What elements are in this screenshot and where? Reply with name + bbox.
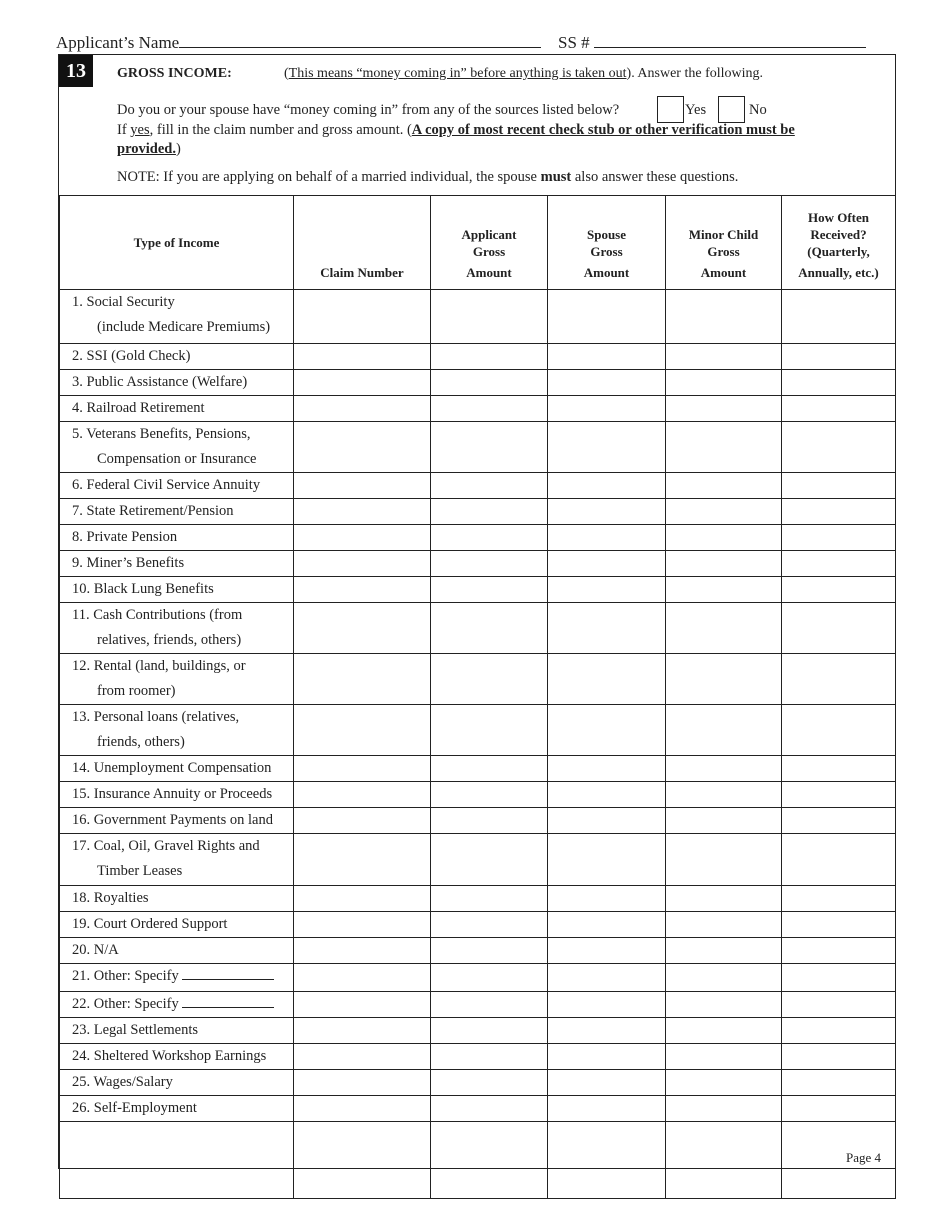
how-often-cell[interactable]: [782, 499, 896, 525]
income-type-cell: [60, 964, 294, 992]
income-type-cell: [60, 344, 294, 370]
income-type-cell: [60, 473, 294, 499]
income-type-cell: [60, 396, 294, 422]
income-type-label: 1. Social Security: [72, 294, 175, 310]
minor-child-amount-cell[interactable]: [666, 577, 782, 603]
note-prefix: NOTE: If you are applying on behalf of a married individual, the spouse: [117, 169, 541, 185]
income-type-label: 18. Royalties: [72, 890, 149, 906]
if-yes-instructions: [117, 121, 847, 159]
claim-number-cell[interactable]: [294, 654, 431, 705]
applicant-amount-cell[interactable]: [431, 938, 548, 964]
table-row: [60, 290, 896, 344]
income-type-label: 23. Legal Settlements: [72, 1022, 199, 1038]
claim-number-cell[interactable]: [294, 551, 431, 577]
minor-child-amount-cell[interactable]: [666, 603, 782, 654]
table-row: [60, 1018, 896, 1044]
blank-cell[interactable]: [294, 1122, 431, 1199]
minor-child-amount-cell[interactable]: [666, 1044, 782, 1070]
minor-child-amount-cell[interactable]: [666, 912, 782, 938]
minor-child-amount-cell[interactable]: [666, 290, 782, 344]
applicant-amount-cell[interactable]: [431, 705, 548, 756]
applicant-name-field: [56, 32, 541, 53]
spouse-amount-cell[interactable]: [548, 603, 666, 654]
gross-income-section: [58, 54, 896, 1169]
minor-child-amount-cell[interactable]: [666, 551, 782, 577]
ss-number-input[interactable]: [594, 32, 866, 48]
applicant-amount-cell[interactable]: [431, 992, 548, 1018]
table-row: [60, 1070, 896, 1096]
applicant-amount-cell[interactable]: [431, 886, 548, 912]
section-definition: (This means “money coming in” before anything is taken out). Answer the following.: [284, 66, 764, 81]
how-often-cell[interactable]: [782, 938, 896, 964]
table-row: [60, 808, 896, 834]
spouse-amount-cell[interactable]: [548, 938, 666, 964]
no-checkbox[interactable]: [718, 96, 745, 123]
table-row: [60, 834, 896, 886]
minor-child-amount-cell[interactable]: [666, 422, 782, 473]
blank-row: [60, 1122, 896, 1199]
spouse-amount-cell[interactable]: [548, 370, 666, 396]
claim-number-cell[interactable]: [294, 1018, 431, 1044]
definition-suffix: ). Answer the following.: [626, 66, 764, 81]
income-type-cell: [60, 912, 294, 938]
header-how-often: How Often Received? (Quarterly, Annually, etc.): [782, 196, 896, 290]
spouse-amount-cell[interactable]: [548, 577, 666, 603]
income-table: [59, 195, 896, 1199]
claim-number-cell[interactable]: [294, 577, 431, 603]
income-type-label: 4. Railroad Retirement: [72, 400, 205, 416]
table-row: [60, 344, 896, 370]
note-bold: must: [540, 169, 572, 185]
spouse-amount-cell[interactable]: [548, 1096, 666, 1122]
claim-number-cell[interactable]: [294, 422, 431, 473]
how-often-cell[interactable]: [782, 290, 896, 344]
minor-child-amount-cell[interactable]: [666, 938, 782, 964]
income-type-cell: [60, 834, 294, 886]
income-type-label: 24. Sheltered Workshop Earnings: [72, 1048, 267, 1064]
table-row: [60, 886, 896, 912]
how-often-cell[interactable]: [782, 577, 896, 603]
claim-number-cell[interactable]: [294, 396, 431, 422]
how-often-cell[interactable]: [782, 422, 896, 473]
ss-label: SS #: [558, 33, 590, 52]
table-row: [60, 782, 896, 808]
applicant-amount-cell[interactable]: [431, 1018, 548, 1044]
income-type-label: 20. N/A: [72, 942, 119, 958]
spouse-amount-cell[interactable]: [548, 1018, 666, 1044]
if-text: , fill in the claim number and gross amount. (: [149, 122, 412, 138]
applicant-name-input[interactable]: [179, 32, 541, 48]
spouse-amount-cell[interactable]: [548, 551, 666, 577]
claim-number-cell[interactable]: [294, 705, 431, 756]
header-spouse-gross: Spouse Gross Amount: [548, 196, 666, 290]
page-number: Page 4: [845, 1150, 881, 1165]
claim-number-cell[interactable]: [294, 912, 431, 938]
applicant-amount-cell[interactable]: [431, 834, 548, 886]
if-prefix: If: [117, 122, 131, 138]
spouse-amount-cell[interactable]: [548, 992, 666, 1018]
applicant-amount-cell[interactable]: [431, 525, 548, 551]
applicant-amount-cell[interactable]: [431, 344, 548, 370]
how-often-cell[interactable]: [782, 912, 896, 938]
table-row: [60, 756, 896, 782]
income-type-cell: [60, 422, 294, 473]
blank-cell[interactable]: [431, 1122, 548, 1199]
table-row: [60, 938, 896, 964]
no-label: No: [749, 102, 767, 118]
income-type-label: 2. SSI (Gold Check): [72, 348, 191, 364]
income-type-sublabel: friends, others): [97, 734, 185, 750]
minor-child-amount-cell[interactable]: [666, 344, 782, 370]
claim-number-cell[interactable]: [294, 344, 431, 370]
income-type-cell: [60, 525, 294, 551]
income-type-sublabel: Compensation or Insurance: [97, 451, 257, 467]
applicant-name-label: Applicant’s Name: [56, 33, 180, 52]
claim-number-cell[interactable]: [294, 834, 431, 886]
minor-child-amount-cell[interactable]: [666, 782, 782, 808]
table-row: [60, 992, 896, 1018]
income-type-label: 11. Cash Contributions (from: [72, 607, 243, 623]
spouse-amount-cell[interactable]: [548, 1070, 666, 1096]
applicant-amount-cell[interactable]: [431, 1044, 548, 1070]
applicant-amount-cell[interactable]: [431, 964, 548, 992]
how-often-cell[interactable]: [782, 1018, 896, 1044]
claim-number-cell[interactable]: [294, 1044, 431, 1070]
income-type-cell: [60, 1096, 294, 1122]
how-often-cell[interactable]: [782, 964, 896, 992]
income-type-label: 3. Public Assistance (Welfare): [72, 374, 248, 390]
how-often-cell[interactable]: [782, 396, 896, 422]
verification-requirement: A copy of most recent check stub or other verification must be provided.: [117, 122, 795, 157]
claim-number-cell[interactable]: [294, 370, 431, 396]
table-row: [60, 1044, 896, 1070]
income-type-cell: [60, 1070, 294, 1096]
applicant-amount-cell[interactable]: [431, 551, 548, 577]
definition-text: This means “money coming in” before anything is taken out: [288, 66, 627, 81]
how-often-cell[interactable]: [782, 551, 896, 577]
income-type-label: 7. State Retirement/Pension: [72, 503, 234, 519]
applicant-amount-cell[interactable]: [431, 370, 548, 396]
how-often-cell[interactable]: [782, 992, 896, 1018]
specify-input[interactable]: [182, 965, 274, 980]
note-suffix: also answer these questions.: [571, 169, 739, 185]
how-often-cell[interactable]: [782, 1070, 896, 1096]
income-type-label: 26. Self-Employment: [72, 1100, 197, 1116]
table-row: [60, 499, 896, 525]
how-often-cell[interactable]: [782, 1096, 896, 1122]
table-row: [60, 912, 896, 938]
table-row: [60, 422, 896, 473]
table-row: [60, 654, 896, 705]
minor-child-amount-cell[interactable]: [666, 886, 782, 912]
applicant-amount-cell[interactable]: [431, 396, 548, 422]
spouse-amount-cell[interactable]: [548, 782, 666, 808]
minor-child-amount-cell[interactable]: [666, 1096, 782, 1122]
income-type-label: 15. Insurance Annuity or Proceeds: [72, 786, 273, 802]
income-type-sublabel: Timber Leases: [97, 863, 183, 879]
how-often-cell[interactable]: [782, 370, 896, 396]
income-type-label: 6. Federal Civil Service Annuity: [72, 477, 261, 493]
income-type-cell: [60, 886, 294, 912]
claim-number-cell[interactable]: [294, 808, 431, 834]
blank-cell[interactable]: [60, 1122, 294, 1199]
table-row: [60, 551, 896, 577]
spouse-amount-cell[interactable]: [548, 834, 666, 886]
income-type-sublabel: from roomer): [97, 683, 176, 699]
minor-child-amount-cell[interactable]: [666, 964, 782, 992]
claim-number-cell[interactable]: [294, 473, 431, 499]
minor-child-amount-cell[interactable]: [666, 370, 782, 396]
claim-number-cell[interactable]: [294, 782, 431, 808]
claim-number-cell[interactable]: [294, 1070, 431, 1096]
minor-child-amount-cell[interactable]: [666, 1018, 782, 1044]
income-type-cell: [60, 938, 294, 964]
spouse-note: [117, 169, 738, 186]
table-row: [60, 964, 896, 992]
income-type-label: 16. Government Payments on land: [72, 812, 273, 828]
income-type-cell: [60, 705, 294, 756]
income-type-label: 21. Other: Specify: [72, 968, 179, 984]
minor-child-amount-cell[interactable]: [666, 654, 782, 705]
claim-number-cell[interactable]: [294, 1096, 431, 1122]
if-end: ): [175, 141, 181, 157]
income-type-cell: [60, 370, 294, 396]
income-question: Do you or your spouse have “money coming in” from any of the sources listed below?: [117, 102, 620, 118]
applicant-amount-cell[interactable]: [431, 499, 548, 525]
ss-number-field: [558, 32, 866, 53]
how-often-cell[interactable]: [782, 525, 896, 551]
spouse-amount-cell[interactable]: [548, 756, 666, 782]
table-row: [60, 396, 896, 422]
income-type-label: 14. Unemployment Compensation: [72, 760, 272, 776]
applicant-amount-cell[interactable]: [431, 422, 548, 473]
minor-child-amount-cell[interactable]: [666, 808, 782, 834]
table-row: [60, 525, 896, 551]
table-row: [60, 603, 896, 654]
applicant-amount-cell[interactable]: [431, 473, 548, 499]
blank-cell[interactable]: [666, 1122, 782, 1199]
income-type-cell: [60, 290, 294, 344]
income-type-sublabel: (include Medicare Premiums): [97, 319, 271, 335]
income-type-label: 19. Court Ordered Support: [72, 916, 228, 932]
applicant-amount-cell[interactable]: [431, 290, 548, 344]
table-row: [60, 577, 896, 603]
how-often-cell[interactable]: [782, 344, 896, 370]
claim-number-cell[interactable]: [294, 886, 431, 912]
table-row: [60, 473, 896, 499]
claim-number-cell[interactable]: [294, 756, 431, 782]
how-often-cell[interactable]: [782, 1044, 896, 1070]
spouse-amount-cell[interactable]: [548, 344, 666, 370]
how-often-cell[interactable]: [782, 473, 896, 499]
claim-number-cell[interactable]: [294, 938, 431, 964]
income-type-cell: [60, 756, 294, 782]
minor-child-amount-cell[interactable]: [666, 525, 782, 551]
applicant-amount-cell[interactable]: [431, 577, 548, 603]
spouse-amount-cell[interactable]: [548, 499, 666, 525]
minor-child-amount-cell[interactable]: [666, 1070, 782, 1096]
how-often-cell[interactable]: [782, 756, 896, 782]
income-type-label: 17. Coal, Oil, Gravel Rights and: [72, 838, 260, 854]
spouse-amount-cell[interactable]: [548, 705, 666, 756]
minor-child-amount-cell[interactable]: [666, 992, 782, 1018]
income-type-label: 9. Miner’s Benefits: [72, 555, 185, 571]
income-type-cell: [60, 577, 294, 603]
income-type-label: 5. Veterans Benefits, Pensions,: [72, 426, 251, 442]
table-row: [60, 370, 896, 396]
claim-number-cell[interactable]: [294, 964, 431, 992]
income-type-cell: [60, 1044, 294, 1070]
income-type-label: 22. Other: Specify: [72, 996, 179, 1012]
income-type-cell: [60, 603, 294, 654]
income-type-label: 8. Private Pension: [72, 529, 178, 545]
table-row: [60, 705, 896, 756]
spouse-amount-cell[interactable]: [548, 473, 666, 499]
income-type-label: 13. Personal loans (relatives,: [72, 709, 240, 725]
spouse-amount-cell[interactable]: [548, 290, 666, 344]
minor-child-amount-cell[interactable]: [666, 756, 782, 782]
claim-number-cell[interactable]: [294, 525, 431, 551]
how-often-cell[interactable]: [782, 705, 896, 756]
spouse-amount-cell[interactable]: [548, 1044, 666, 1070]
claim-number-cell[interactable]: [294, 992, 431, 1018]
income-type-cell: [60, 782, 294, 808]
applicant-amount-cell[interactable]: [431, 756, 548, 782]
header-applicant-gross: Applicant Gross Amount: [431, 196, 548, 290]
claim-number-cell[interactable]: [294, 603, 431, 654]
specify-input[interactable]: [182, 993, 274, 1008]
header-minor-child-gross: Minor Child Gross Amount: [666, 196, 782, 290]
spouse-amount-cell[interactable]: [548, 964, 666, 992]
spouse-amount-cell[interactable]: [548, 396, 666, 422]
applicant-amount-cell[interactable]: [431, 782, 548, 808]
income-type-label: 12. Rental (land, buildings, or: [72, 658, 246, 674]
blank-cell[interactable]: [548, 1122, 666, 1199]
yes-checkbox[interactable]: [657, 96, 684, 123]
income-type-cell: [60, 551, 294, 577]
claim-number-cell[interactable]: [294, 499, 431, 525]
applicant-amount-cell[interactable]: [431, 912, 548, 938]
header-type-of-income: Type of Income: [60, 196, 294, 290]
how-often-cell[interactable]: [782, 886, 896, 912]
spouse-amount-cell[interactable]: [548, 808, 666, 834]
spouse-amount-cell[interactable]: [548, 886, 666, 912]
minor-child-amount-cell[interactable]: [666, 499, 782, 525]
income-type-cell: [60, 654, 294, 705]
how-often-cell[interactable]: [782, 654, 896, 705]
income-type-sublabel: relatives, friends, others): [97, 632, 242, 648]
yes-label: Yes: [685, 102, 707, 118]
how-often-cell[interactable]: [782, 782, 896, 808]
spouse-amount-cell[interactable]: [548, 422, 666, 473]
how-often-cell[interactable]: [782, 603, 896, 654]
applicant-amount-cell[interactable]: [431, 654, 548, 705]
income-type-cell: [60, 992, 294, 1018]
applicant-amount-cell[interactable]: [431, 808, 548, 834]
applicant-amount-cell[interactable]: [431, 603, 548, 654]
minor-child-amount-cell[interactable]: [666, 834, 782, 886]
section-title: GROSS INCOME:: [117, 66, 232, 81]
applicant-amount-cell[interactable]: [431, 1096, 548, 1122]
income-type-label: 10. Black Lung Benefits: [72, 581, 214, 597]
minor-child-amount-cell[interactable]: [666, 396, 782, 422]
table-row: [60, 1096, 896, 1122]
spouse-amount-cell[interactable]: [548, 654, 666, 705]
spouse-amount-cell[interactable]: [548, 912, 666, 938]
applicant-amount-cell[interactable]: [431, 1070, 548, 1096]
how-often-cell[interactable]: [782, 834, 896, 886]
income-type-cell: [60, 499, 294, 525]
if-yes-word: yes: [130, 122, 150, 138]
income-type-cell: [60, 808, 294, 834]
income-type-cell: [60, 1018, 294, 1044]
income-type-label: 25. Wages/Salary: [72, 1074, 173, 1090]
how-often-cell[interactable]: [782, 808, 896, 834]
minor-child-amount-cell[interactable]: [666, 705, 782, 756]
header-claim-number: Claim Number: [294, 196, 431, 290]
minor-child-amount-cell[interactable]: [666, 473, 782, 499]
claim-number-cell[interactable]: [294, 290, 431, 344]
section-number: 13: [59, 55, 93, 87]
spouse-amount-cell[interactable]: [548, 525, 666, 551]
